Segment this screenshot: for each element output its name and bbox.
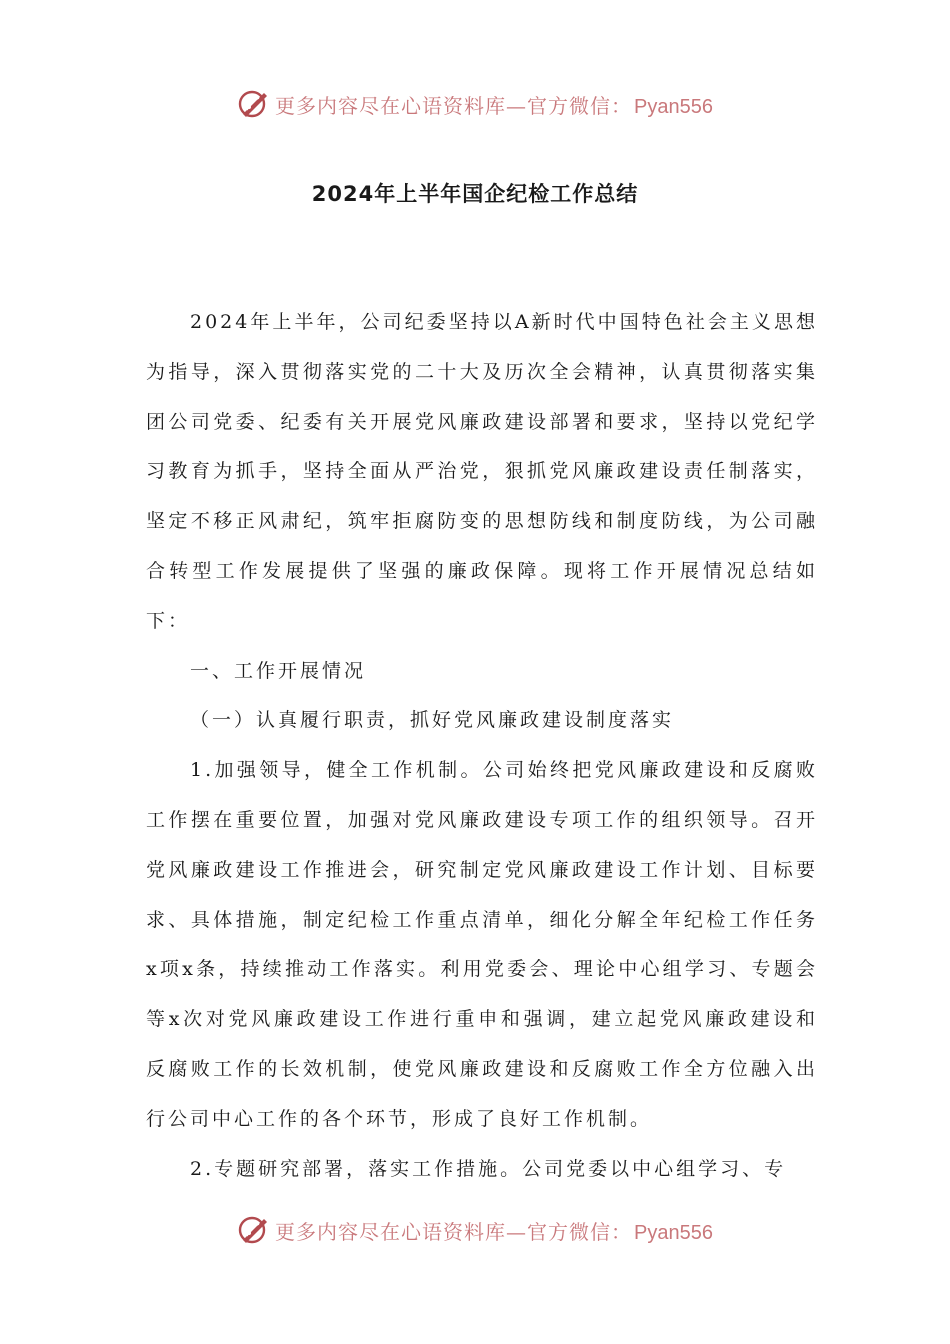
- pen-logo-icon: [237, 87, 271, 121]
- footer-banner: [0, 1210, 950, 1250]
- wechat-id: Pyan556: [634, 1221, 713, 1244]
- subsection-heading: （一）认真履行职责，抓好党风廉政建设制度落实: [190, 709, 675, 732]
- paragraph-item-2: 2.专题研究部署，落实工作措施。公司党委以中心组学习、专: [190, 1157, 787, 1180]
- banner-text: 更多内容尽在心语资料库—官方微信： Pyan556: [275, 93, 713, 118]
- header-banner: [0, 84, 950, 124]
- paragraph-intro: 2024年上半年，公司纪委坚持以A新时代中国特色社会主义思想为指导，深入贯彻落实党的二十大及历次全会精神，认真贯彻落实集团公司党委、纪委有关开展党风廉政建设部署和要求，坚持以党纪学习教育为抓手，坚持全面从严治党，狠抓党风廉政建设责任制落实，坚定不移正风肃纪，筑牢拒腐防变的思想防线和制度防线，为公司融合转型工作发展提供了坚强的廉政保障。现将工作开展情况总结如下：: [146, 311, 818, 632]
- document-title: 2024年上半年国企纪检工作总结: [311, 182, 639, 206]
- document-body: [146, 298, 818, 1194]
- paragraph-item-1: 1.加强领导，健全工作机制。公司始终把党风廉政建设和反腐败工作摆在重要位置，加强对党风廉政建设专项工作的组织领导。召开党风廉政建设工作推进会，研究制定党风廉政建设工作计划、目标要求、具体措施，制定纪检工作重点清单，细化分解全年纪检工作任务x项x条，持续推动工作落实。利用党委会、理论中心组学习、专题会等x次对党风廉政建设工作进行重申和强调，建立起党风廉政建设和反腐败工作的长效机制，使党风廉政建设和反腐败工作全方位融入出行公司中心工作的各个环节，形成了良好工作机制。: [146, 759, 818, 1130]
- wechat-id: Pyan556: [634, 95, 713, 118]
- banner-text: 更多内容尽在心语资料库—官方微信： Pyan556: [275, 1219, 713, 1244]
- section-heading: 一、工作开展情况: [190, 659, 367, 682]
- pen-logo-icon: [237, 1213, 271, 1247]
